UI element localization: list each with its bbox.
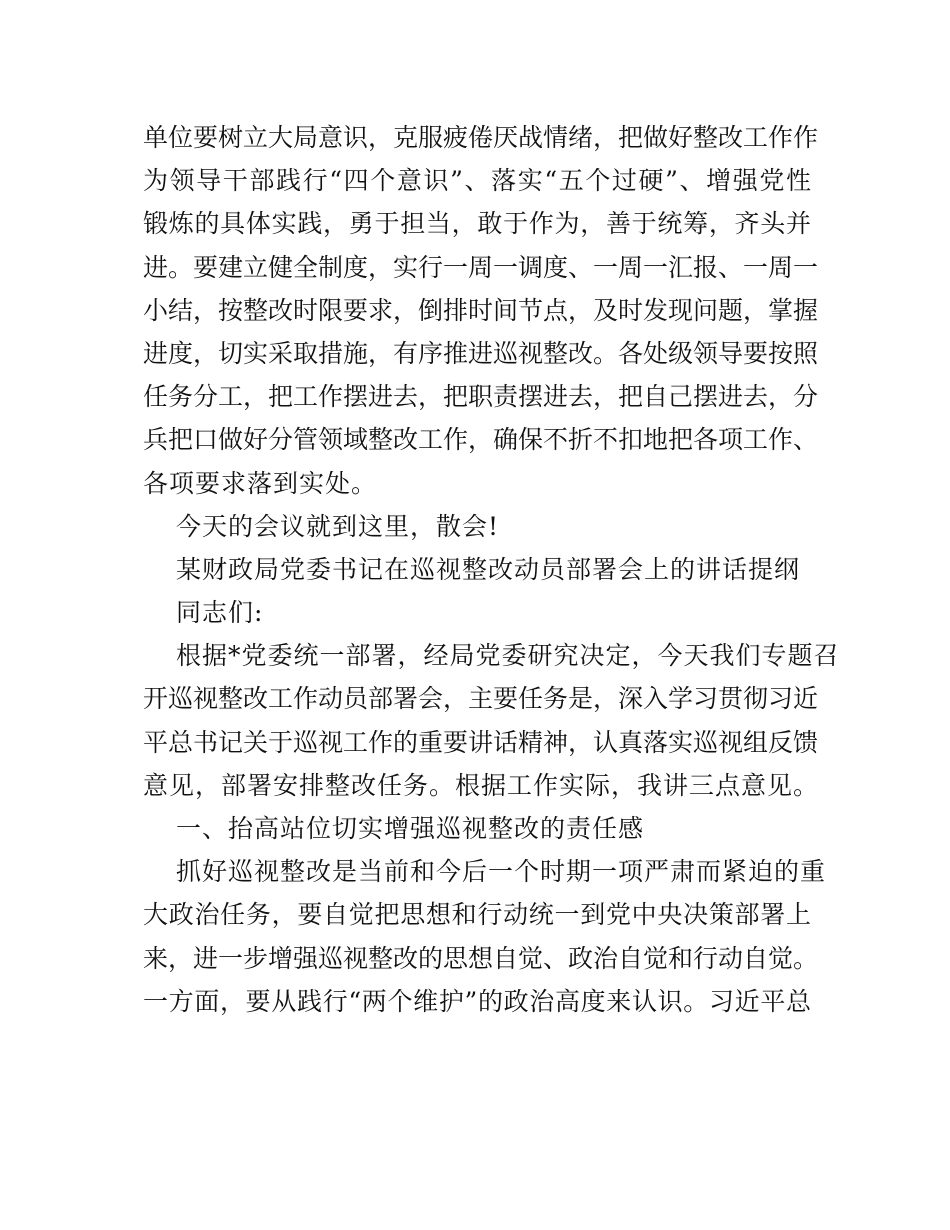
text-line: 意见，部署安排整改任务。根据工作实际，我讲三点意见。 — [143, 770, 820, 800]
text-line: 小结，按整改时限要求，倒排时间节点，及时发现问题，掌握 — [143, 295, 819, 325]
text-line: 抓好巡视整改是当前和今后一个时期一项严肃而紧迫的重 — [176, 857, 827, 887]
text-line: 今天的会议就到这里，散会! — [176, 511, 500, 541]
text-line: 同志们: — [176, 598, 264, 628]
text-line: 为领导干部践行“四个意识”、落实“五个过硬”、增强党性 — [143, 166, 811, 196]
text-line: 一、抬高站位切实增强巡视整改的责任感 — [176, 814, 645, 843]
text-line: 某财政局党委书记在巡视整改动员部署会上的讲话提纲 — [176, 554, 801, 584]
text-line: 根据*党委统一部署，经局党委研究决定，今天我们专题召 — [176, 641, 840, 671]
document-body — [143, 116, 840, 1023]
text-line: 进。要建立健全制度，实行一周一调度、一周一汇报、一周一 — [143, 252, 819, 282]
text-line: 锻炼的具体实践，勇于担当，敢于作为，善于统筹，齐头并 — [143, 209, 811, 239]
text-line: 兵把口做好分管领域整改工作，确保不折不扣地把各项工作、 — [143, 425, 819, 455]
text-line: 开巡视整改工作动员部署会，主要任务是，深入学习贯彻习近 — [143, 684, 819, 714]
text-line: 一方面，要从践行“两个维护”的政治高度来认识。习近平总 — [143, 986, 811, 1016]
text-line: 大政治任务，要自觉把思想和行动统一到党中央决策部署上 — [143, 900, 811, 930]
text-line: 平总书记关于巡视工作的重要讲话精神，认真落实巡视组反馈 — [143, 727, 819, 757]
text-line: 来，进一步增强巡视整改的思想自觉、政治自觉和行动自觉。 — [143, 943, 819, 973]
text-line: 任务分工，把工作摆进去，把职责摆进去，把自己摆进去，分 — [143, 382, 819, 412]
text-line: 各项要求落到实处。 — [143, 468, 378, 498]
text-line: 进度，切实采取措施，有序推进巡视整改。各处级领导要按照 — [143, 338, 819, 368]
text-line: 单位要树立大局意识，克服疲倦厌战情绪，把做好整改工作作 — [143, 123, 819, 152]
